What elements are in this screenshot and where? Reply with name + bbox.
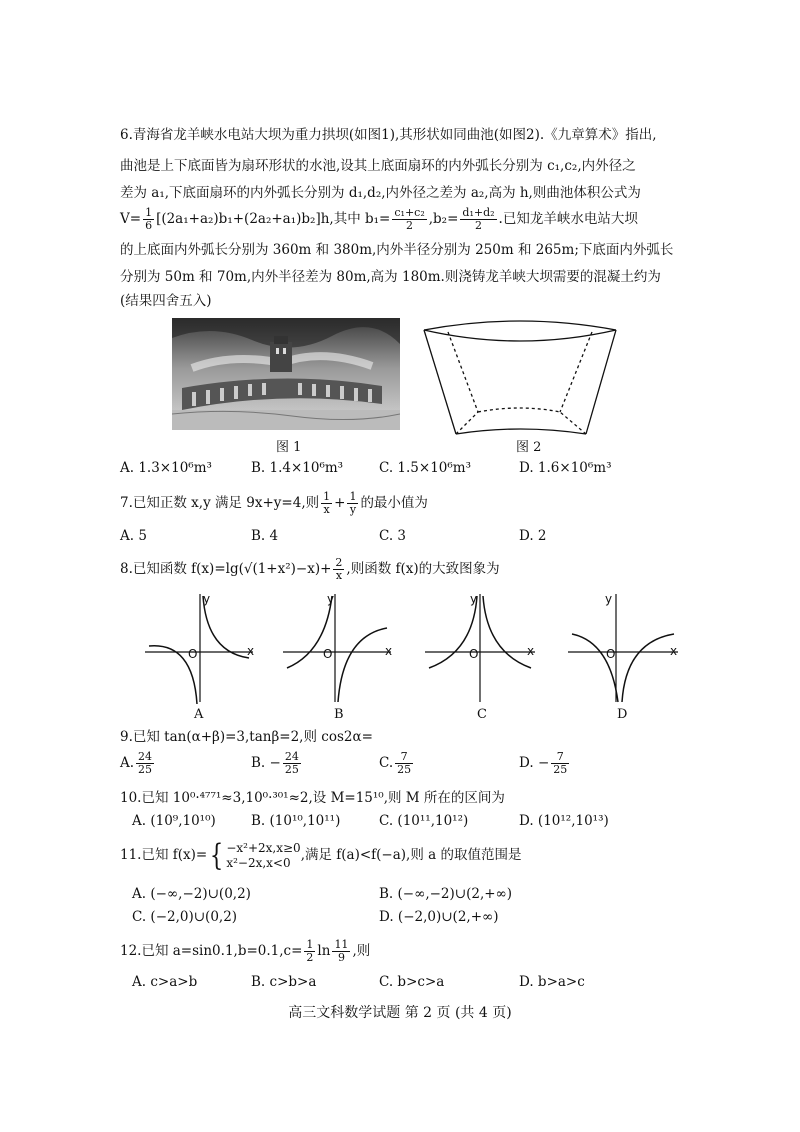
q9-c-num: 7 xyxy=(395,751,413,764)
q12-stem-a: 12.已知 a=sin0.1,b=0.1,c= xyxy=(120,943,303,959)
q6-b1-den: 2 xyxy=(406,219,414,232)
q12-option-a: A. c>a>b xyxy=(132,974,198,990)
q11-brace: { xyxy=(210,837,224,873)
q9-b-letter: B. xyxy=(251,755,266,771)
q7-frac1-num: 1 xyxy=(323,490,331,503)
q9-c-den: 25 xyxy=(397,763,412,776)
q10-option-b: B. (10¹⁰,10¹¹) xyxy=(251,813,341,829)
q9-d-den: 25 xyxy=(553,763,568,776)
q6-line3: 差为 a₁,下底面扇环的内外弧长分别为 d₁,d₂,内外径之差为 a₂,高为 h,则曲池体积公式为 xyxy=(120,185,641,201)
q9-a-frac xyxy=(136,751,154,776)
q9-a-num: 24 xyxy=(138,750,153,763)
q9-b-den: 25 xyxy=(284,763,299,776)
q12-ln: ln xyxy=(317,943,331,959)
q6-option-d: D. 1.6×10⁶m³ xyxy=(519,460,612,476)
graph-d-y-label: y xyxy=(605,592,613,606)
graph-b-origin: O xyxy=(323,647,333,661)
q7-frac2-num: 1 xyxy=(349,490,357,503)
q9-b-sign: − xyxy=(269,755,281,771)
q8-stem-a: 8.已知函数 f(x)=lg(√(1+x²)−x)+ xyxy=(120,561,332,577)
q8-frac-num: 2 xyxy=(335,556,343,569)
q8-stem-b: ,则函数 f(x)的大致图象为 xyxy=(346,561,500,577)
q6-option-a: A. 1.3×10⁶m³ xyxy=(120,460,212,476)
graph-c-label: C xyxy=(477,707,487,722)
q6-formula-v: V= xyxy=(120,211,142,227)
q6-frac-1-6 xyxy=(143,207,154,232)
q11-stem xyxy=(120,838,521,872)
graph-c-origin: O xyxy=(469,647,479,661)
q7-frac1-den: x xyxy=(323,503,330,516)
q10-stem: 10.已知 10⁰·⁴⁷⁷¹≈3,10⁰·³⁰¹≈2,设 M=15¹⁰,则 M 所在的区间为 xyxy=(120,790,505,806)
q9-option-a xyxy=(120,748,156,778)
graph-a-origin: O xyxy=(188,647,198,661)
q6-formula xyxy=(120,204,638,234)
q7-frac-1y xyxy=(347,491,358,516)
q11-case1: −x²+2x,x≥0 xyxy=(226,840,301,855)
q6-b2-den: 2 xyxy=(474,219,482,232)
graph-b-y-label: y xyxy=(327,592,335,606)
q10-option-c: C. (10¹¹,10¹²) xyxy=(379,813,469,829)
q9-stem: 9.已知 tan(α+β)=3,tanβ=2,则 cos2α= xyxy=(120,729,373,745)
q12-stem-b: ,则 xyxy=(352,943,371,959)
q7-stem xyxy=(120,488,428,518)
q6-formula-tail: .已知龙羊峡水电站大坝 xyxy=(498,211,638,227)
q7-option-b: B. 4 xyxy=(251,528,279,544)
q6-line2: 曲池是上下底面皆为扇环形状的水池,设其上底面扇环的内外弧长分别为 c₁,c₂,内外径之 xyxy=(120,158,636,174)
q6-formula-mid: [(2a₁+a₂)b₁+(2a₂+a₁)b₂]h,其中 b₁= xyxy=(156,211,391,227)
q6-frac-den: 6 xyxy=(145,219,153,232)
q6-formula-b2: ,b₂= xyxy=(428,211,459,227)
q6-line1: 6.青海省龙羊峡水电站大坝为重力拱坝(如图1),其形状如同曲池(如图2).《九章算术》指出, xyxy=(120,127,657,143)
q9-option-d xyxy=(519,748,571,778)
q6-frac-b1 xyxy=(392,207,426,232)
q7-option-c: C. 3 xyxy=(379,528,407,544)
graph-d xyxy=(568,592,680,704)
graph-d-x-label: x xyxy=(670,644,678,658)
q6-option-c: C. 1.5×10⁶m³ xyxy=(379,460,472,476)
q12-stem xyxy=(120,936,370,966)
graph-c-x-label: x xyxy=(527,644,535,658)
q6-line7: (结果四舍五入) xyxy=(120,293,212,309)
q11-option-a: A. (−∞,−2)∪(0,2) xyxy=(132,886,251,902)
q8-frac-2x xyxy=(333,557,344,582)
q7-option-a: A. 5 xyxy=(120,528,147,544)
q7-frac-1x xyxy=(321,491,332,516)
q12-option-b: B. c>b>a xyxy=(251,974,317,990)
q11-option-d: D. (−2,0)∪(2,+∞) xyxy=(379,909,499,925)
q9-option-c xyxy=(379,748,415,778)
q12-option-d: D. b>a>c xyxy=(519,974,585,990)
graph-a-label: A xyxy=(194,707,204,722)
q12-frac-11-9 xyxy=(332,939,350,964)
fig1-caption: 图 1 xyxy=(276,440,302,455)
q11-stem-a: 11.已知 f(x)= xyxy=(120,847,208,863)
graph-a-y-label: y xyxy=(203,592,211,606)
q10-option-a: A. (10⁹,10¹⁰) xyxy=(132,813,216,829)
q11-option-c: C. (−2,0)∪(0,2) xyxy=(132,909,238,925)
q9-d-letter: D. xyxy=(519,755,534,771)
q12-frac1-den: 2 xyxy=(306,951,314,964)
q9-a-den: 25 xyxy=(138,763,153,776)
fig2-caption: 图 2 xyxy=(516,440,542,455)
q12-frac2-den: 9 xyxy=(337,951,345,964)
graph-b xyxy=(283,592,393,704)
q9-c-frac xyxy=(395,751,413,776)
q9-b-num: 24 xyxy=(284,750,299,763)
q12-frac-half xyxy=(304,939,315,964)
q9-d-frac xyxy=(551,751,569,776)
graph-d-label: D xyxy=(617,707,628,722)
q9-option-b xyxy=(251,748,303,778)
dam-photo xyxy=(172,318,400,430)
graph-b-label: B xyxy=(334,707,344,722)
graph-b-x-label: x xyxy=(385,644,393,658)
q7-plus: + xyxy=(334,495,346,511)
q6-line5: 的上底面内外弧长分别为 360m 和 380m,内外半径分别为 250m 和 265m;下底面内外弧长 xyxy=(120,242,674,258)
q8-frac-den: x xyxy=(335,569,343,582)
q9-c-letter: C. xyxy=(379,755,394,771)
curved-pool-figure xyxy=(420,316,620,438)
q6-b1-num: c₁+c₂ xyxy=(394,206,425,219)
q9-d-sign: − xyxy=(537,755,550,771)
page-footer: 高三文科数学试题 第 2 页 (共 4 页) xyxy=(288,1005,512,1021)
q7-stem-a: 7.已知正数 x,y 满足 9x+y=4,则 xyxy=(120,495,320,511)
q11-case2: x²−2x,x<0 xyxy=(226,855,291,870)
graph-a-x-label: x xyxy=(247,644,255,658)
q11-stem-b: ,满足 f(a)<f(−a),则 a 的取值范围是 xyxy=(300,847,522,863)
q12-frac2-num: 11 xyxy=(334,938,349,951)
q10-option-d: D. (10¹²,10¹³) xyxy=(519,813,609,829)
q6-frac-num: 1 xyxy=(145,206,153,219)
q6-b2-num: d₁+d₂ xyxy=(462,206,495,219)
q7-frac2-den: y xyxy=(349,503,357,516)
q8-stem xyxy=(120,554,500,584)
graph-c-y-label: y xyxy=(470,592,478,606)
q12-option-c: C. b>c>a xyxy=(379,974,445,990)
q7-stem-b: 的最小值为 xyxy=(360,495,428,511)
q9-a-letter: A. xyxy=(120,755,135,771)
q7-option-d: D. 2 xyxy=(519,528,547,544)
q11-cases xyxy=(226,841,300,871)
q11-option-b: B. (−∞,−2)∪(2,+∞) xyxy=(379,886,513,902)
q6-line6: 分别为 50m 和 70m,内外半径差为 80m,高为 180m.则浇铸龙羊峡大坝需要的混凝土约为 xyxy=(120,269,661,285)
q6-option-b: B. 1.4×10⁶m³ xyxy=(251,460,344,476)
q6-frac-b2 xyxy=(460,207,496,232)
graph-d-origin: O xyxy=(606,647,616,661)
q9-d-num: 7 xyxy=(551,751,569,764)
q9-b-frac xyxy=(283,751,301,776)
graph-a xyxy=(145,592,255,704)
graph-c xyxy=(425,592,537,704)
q12-frac1-num: 1 xyxy=(306,938,314,951)
